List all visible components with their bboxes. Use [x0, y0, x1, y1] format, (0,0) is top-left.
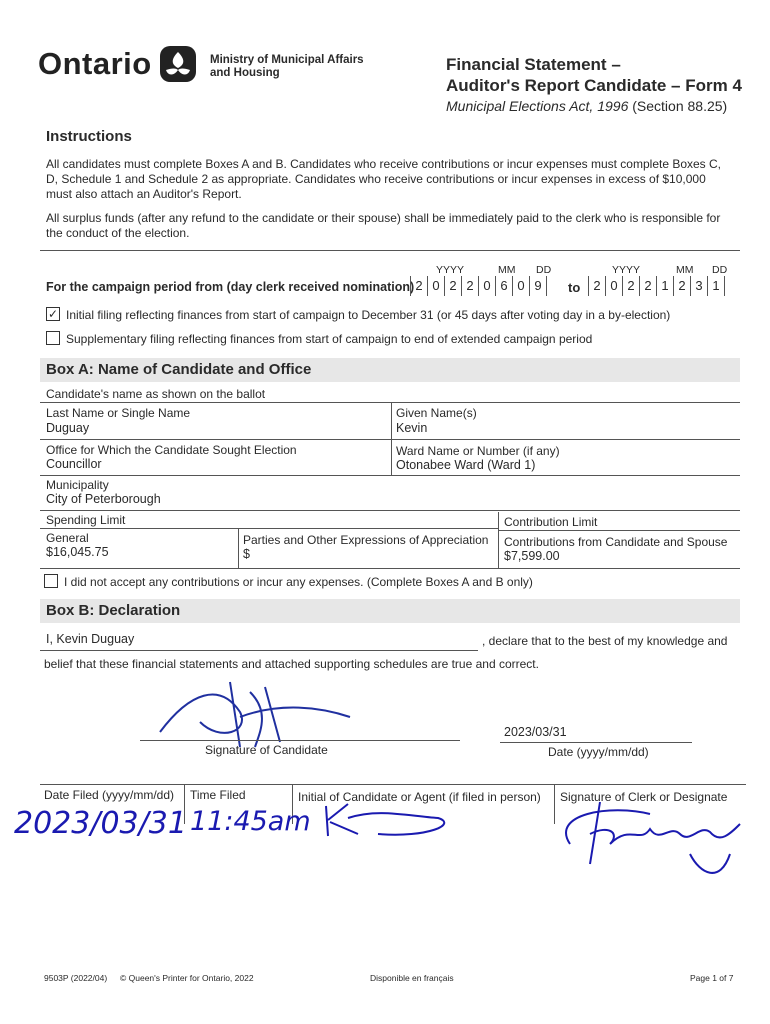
divider [40, 784, 746, 785]
initial-filing-checkbox[interactable]: ✓ [47, 307, 59, 321]
instructions-paragraph-1: All candidates must complete Boxes A and B. Candidates who receive contributions or incur expenses must complete Boxes C, D, Schedule 1 and Schedule 2 as appropriate. Candidates who receive contributions or incur expenses in excess of $10,000 must also attach an Auditor's Report. [46, 157, 722, 201]
from-digit: 0 [478, 276, 495, 296]
clerk-signature-label: Signature of Clerk or Designate [560, 790, 728, 804]
divider [40, 439, 740, 440]
from-digit: 2 [415, 278, 423, 293]
from-yyyy-label: YYYY [436, 264, 465, 276]
signature-label: Signature of Candidate [205, 743, 328, 757]
form-title-line2: Auditor's Report Candidate – Form 4 [446, 76, 742, 95]
time-filed-label: Time Filed [190, 788, 246, 802]
last-name-label: Last Name or Single Name [46, 406, 191, 420]
general-label: General [46, 531, 89, 545]
declaration-date-label: Date (yyyy/mm/dd) [548, 745, 649, 759]
french-availability: Disponible en français [370, 973, 454, 983]
page-number: Page 1 of 7 [690, 973, 734, 983]
divider [40, 402, 740, 403]
form-title [446, 54, 742, 96]
act-reference [446, 98, 727, 114]
to-dd-label: DD [712, 264, 728, 276]
to-date-field[interactable] [588, 276, 725, 296]
date-line [500, 742, 692, 743]
act-name: Municipal Elections Act, 1996 [446, 98, 629, 114]
from-digit: 0 [512, 276, 529, 296]
last-name-field[interactable]: Duguay [46, 421, 90, 435]
supplementary-filing-label: Supplementary filing reflecting finances from start of campaign to end of extended campaign period [66, 332, 593, 346]
office-field[interactable]: Councillor [46, 457, 102, 471]
divider [498, 530, 740, 531]
municipality-label: Municipality [46, 478, 109, 492]
copyright: © Queen's Printer for Ontario, 2022 [120, 973, 254, 983]
to-digit: 1 [707, 276, 724, 296]
ballot-name-label: Candidate's name as shown on the ballot [46, 387, 266, 401]
divider [238, 528, 239, 568]
from-mm-label: MM [498, 264, 516, 276]
box-b-heading: Box B: Declaration [40, 599, 740, 623]
period-label: For the campaign period from (day clerk received nomination) [46, 280, 415, 294]
to-digit: 2 [622, 276, 639, 296]
instructions-paragraph-2: All surplus funds (after any refund to the candidate or their spouse) shall be immediately paid to the clerk who is responsible for the conduct of the election. [46, 211, 721, 240]
declarant-underline [40, 650, 478, 651]
ontario-logo [38, 46, 196, 82]
given-name-label: Given Name(s) [396, 406, 477, 420]
agent-initial-signature [318, 798, 478, 848]
to-mm-label: MM [676, 264, 694, 276]
act-section: (Section 88.25) [632, 98, 728, 114]
to-digit: 0 [605, 276, 622, 296]
form-title-line1: Financial Statement – [446, 55, 621, 74]
from-digit: 0 [427, 276, 444, 296]
declaration-date-field[interactable]: 2023/03/31 [504, 725, 567, 739]
instructions-heading: Instructions [46, 128, 132, 145]
from-digit: 2 [444, 276, 461, 296]
contribution-limit-label: Contribution Limit [504, 515, 598, 529]
date-filed-handwritten[interactable]: 2023/03/31 [14, 806, 187, 841]
given-name-field[interactable]: Kevin [396, 421, 428, 435]
initial-filing-label: Initial filing reflecting finances from start of campaign to December 31 (or 45 days after voting day in a by-election) [66, 308, 671, 322]
clerk-signature [530, 794, 758, 884]
parties-label: Parties and Other Expressions of Appreciation [243, 533, 489, 547]
declare-text: , declare that to the best of my knowledge and [482, 634, 728, 648]
from-dd-label: DD [536, 264, 552, 276]
divider [40, 568, 740, 569]
divider [40, 250, 740, 251]
ward-label: Ward Name or Number (if any) [396, 444, 560, 458]
divider [40, 475, 740, 476]
to-yyyy-label: YYYY [612, 264, 641, 276]
ward-field[interactable]: Otonabee Ward (Ward 1) [396, 458, 536, 472]
trillium-icon [160, 46, 196, 82]
belief-text: belief that these financial statements and attached supporting schedules are true and correct. [44, 657, 539, 671]
period-to-label: to [568, 280, 581, 295]
contrib-candidate-label: Contributions from Candidate and Spouse [504, 535, 728, 549]
to-digit: 3 [690, 276, 707, 296]
form-code: 9503P (2022/04) [44, 973, 108, 983]
spending-limit-label: Spending Limit [46, 513, 126, 527]
declarant-field[interactable]: I, Kevin Duguay [46, 632, 135, 646]
divider [40, 528, 498, 529]
divider [40, 510, 740, 511]
ministry-name: Ministry of Municipal Affairs and Housing [210, 54, 364, 79]
office-label: Office for Which the Candidate Sought Election [46, 443, 297, 457]
no-contributions-checkbox[interactable] [44, 574, 58, 588]
box-a-heading: Box A: Name of Candidate and Office [40, 358, 740, 382]
contrib-candidate-field[interactable]: $7,599.00 [504, 549, 560, 563]
to-digit: 1 [656, 276, 673, 296]
to-digit: 2 [639, 276, 656, 296]
general-limit-field[interactable]: $16,045.75 [46, 545, 109, 559]
from-date-field[interactable] [410, 276, 547, 296]
to-digit: 2 [593, 278, 601, 293]
initial-agent-label: Initial of Candidate or Agent (if filed in person) [298, 790, 541, 804]
date-filed-label: Date Filed (yyyy/mm/dd) [44, 788, 175, 802]
to-digit: 2 [673, 276, 690, 296]
municipality-field[interactable]: City of Peterborough [46, 492, 161, 506]
from-digit: 9 [529, 276, 546, 296]
time-filed-handwritten[interactable]: 11:45am [190, 806, 311, 837]
from-digit: 6 [495, 276, 512, 296]
no-contributions-label: I did not accept any contributions or incur any expenses. (Complete Boxes A and B only) [64, 575, 533, 589]
supplementary-filing-checkbox[interactable] [46, 331, 60, 345]
signature-line [140, 740, 460, 741]
from-digit: 2 [461, 276, 478, 296]
divider [498, 512, 499, 568]
ontario-wordmark: Ontario [38, 46, 152, 81]
parties-limit-field[interactable]: $ [243, 547, 250, 561]
